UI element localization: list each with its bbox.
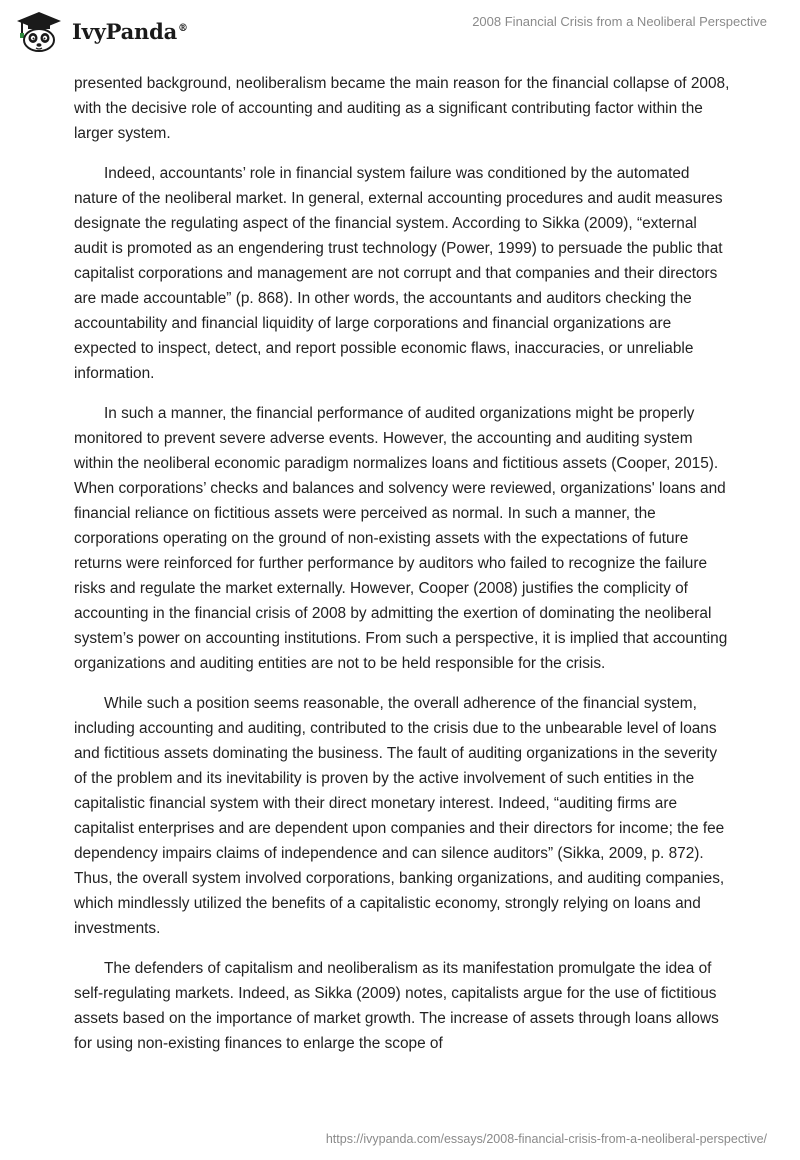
running-title: 2008 Financial Crisis from a Neoliberal Perspective: [472, 14, 767, 29]
brand-name: IvyPanda®: [72, 18, 188, 44]
paragraph: The defenders of capitalism and neoliberalism as its manifestation promulgate the idea of self-regulating markets. Indeed, as Sikka (2009) notes, capitalists argue for the use of fictitious assets based on the importance of market growth. The increase of assets through loans allows for using non-existing finances to enlarge the scope of: [74, 960, 719, 1052]
paragraph: Indeed, accountants’ role in financial system failure was conditioned by the automated nature of the neoliberal market. In general, external accounting procedures and audit measures designate the regulating aspect of the financial system. According to Sikka (2009), “external audit is promoted as an engendering trust technology (Power, 1999) to persuade the public that capitalist corporations and management are not corrupt and that companies and their directors are made accountable” (p. 868). In other words, the accountants and auditors checking the accountability and financial liquidity of large corporations and financial organizations are expected to inspect, detect, and report possible economic flaws, inaccuracies, or unreliable information.: [74, 165, 723, 382]
source-url[interactable]: https://ivypanda.com/essays/2008-financial-crisis-from-a-neoliberal-perspective/: [325, 1132, 767, 1146]
paragraph-continuation: presented background, neoliberalism became the main reason for the financial collapse of 2008, with the decisive role of accounting and auditing as a significant contributing factor within the larger system.: [74, 75, 730, 142]
panda-graduate-icon: [14, 10, 64, 52]
page-header: [0, 0, 800, 60]
essay-body: [74, 71, 734, 1071]
paragraph: In such a manner, the financial performance of audited organizations might be properly monitored to prevent severe adverse events. However, the accounting and auditing system within the neoliberal economic paradigm normalizes loans and fictitious assets (Cooper, 2015). When corporations’ checks and balances and solvency were reviewed, organizations' loans and financial reliance on fictitious assets were perceived as normal. In such a manner, the corporations operating on the ground of non-existing assets with the expectations of future returns were reinforced for further performance by auditors who failed to recognize the failure risks and regulate the market externally. However, Cooper (2008) justifies the complicity of accounting in the financial crisis of 2008 by admitting the exertion of dominating the neoliberal system’s power on accounting institutions. From such a perspective, it is implied that accounting organizations and auditing entities are not to be held responsible for the crisis.: [74, 405, 728, 672]
ivypanda-logo[interactable]: [14, 10, 188, 52]
paragraph: While such a position seems reasonable, the overall adherence of the financial system, including accounting and auditing, contributed to the crisis due to the unbearable level of loans and fictitious assets dominating the business. The fault of auditing organizations in the severity of the problem and its inevitability is proven by the active involvement of such entities in the capitalistic financial system with their direct monetary interest. Indeed, “auditing firms are capitalist enterprises and are dependent upon companies and their directors for income; the fee dependency impairs claims of independence and can silence auditors” (Sikka, 2009, p. 872). Thus, the overall system involved corporations, banking organizations, and auditing companies, which mindlessly utilized the benefits of a capitalistic economy, strongly relying on loans and investments.: [74, 695, 725, 937]
